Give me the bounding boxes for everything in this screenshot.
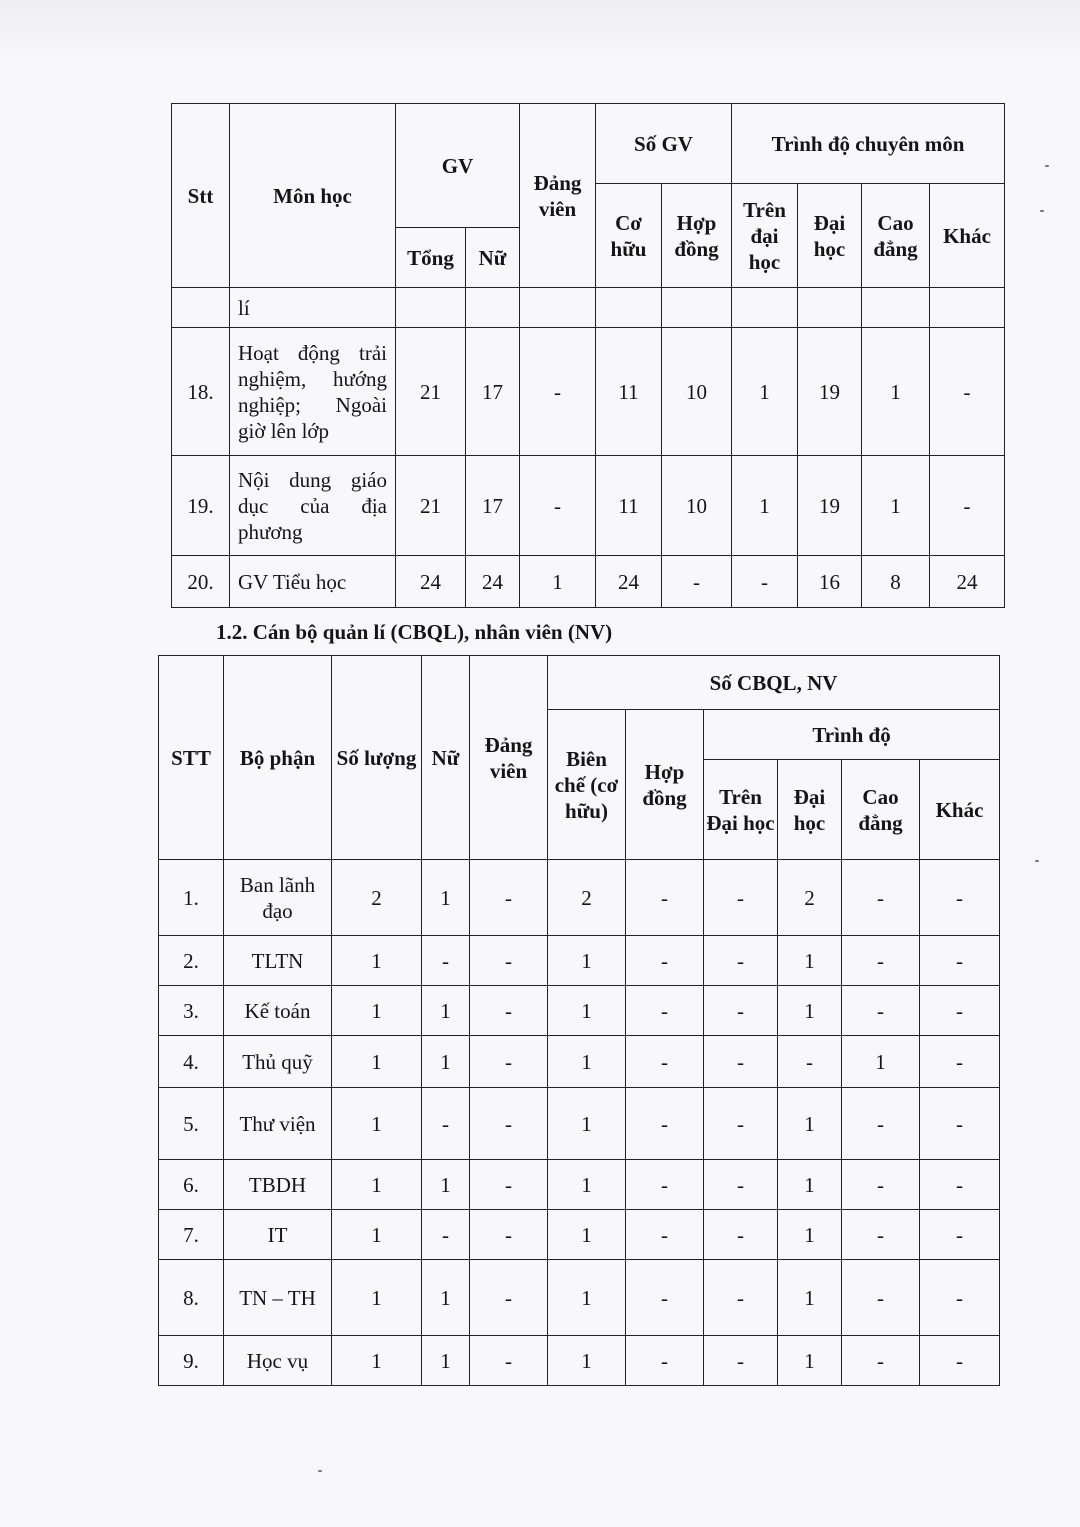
permanent-cell: 1 <box>548 1088 626 1160</box>
header-party-member: Đảng viên <box>470 656 548 860</box>
department-cell: TBDH <box>224 1160 332 1210</box>
above-university-cell: - <box>704 936 778 986</box>
above-university-cell: - <box>732 556 798 608</box>
college-cell: 8 <box>862 556 930 608</box>
total-cell: 21 <box>396 456 466 556</box>
contract-cell: - <box>626 936 704 986</box>
above-university-cell: - <box>704 1260 778 1336</box>
college-cell: 1 <box>862 456 930 556</box>
table-row <box>159 1210 1000 1260</box>
department-cell: Kế toán <box>224 986 332 1036</box>
female-cell: 17 <box>466 328 520 456</box>
continued-subject-cell: lí <box>230 288 396 328</box>
header-other: Khác <box>920 760 1000 860</box>
scan-speck <box>1040 210 1044 212</box>
above-university-cell: - <box>704 1088 778 1160</box>
permanent-cell: 1 <box>548 986 626 1036</box>
permanent-cell: 1 <box>548 1210 626 1260</box>
table-row <box>159 1088 1000 1160</box>
female-cell: 17 <box>466 456 520 556</box>
department-cell: IT <box>224 1210 332 1260</box>
table-cell <box>172 288 230 328</box>
row-number: 2. <box>159 936 224 986</box>
header-college: Cao đẳng <box>862 184 930 288</box>
header-party-member: Đảng viên <box>520 104 596 288</box>
above-university-cell: - <box>704 1036 778 1088</box>
above-university-cell: - <box>704 1210 778 1260</box>
other-cell: - <box>920 1336 1000 1386</box>
row-number: 7. <box>159 1210 224 1260</box>
table-row <box>172 456 1005 556</box>
other-cell: - <box>920 1210 1000 1260</box>
quantity-cell: 1 <box>332 1336 422 1386</box>
row-number: 4. <box>159 1036 224 1088</box>
above-university-cell: - <box>704 1160 778 1210</box>
quantity-cell: 1 <box>332 1210 422 1260</box>
contract-cell: 10 <box>662 328 732 456</box>
college-cell: - <box>842 986 920 1036</box>
table-cell <box>466 288 520 328</box>
party-cell: - <box>470 1088 548 1160</box>
above-university-cell: - <box>704 986 778 1036</box>
table-row <box>159 1336 1000 1386</box>
department-cell: Thư viện <box>224 1088 332 1160</box>
female-cell: 1 <box>422 986 470 1036</box>
header-other: Khác <box>930 184 1005 288</box>
contract-cell: - <box>626 1336 704 1386</box>
department-cell: TN – TH <box>224 1260 332 1336</box>
party-cell: - <box>470 986 548 1036</box>
table-row <box>159 986 1000 1036</box>
college-cell: - <box>842 860 920 936</box>
header-above-university: Trên đại học <box>732 184 798 288</box>
table-cell <box>396 288 466 328</box>
header-female: Nữ <box>466 228 520 288</box>
party-cell: - <box>520 456 596 556</box>
header-permanent: Biên chế (cơ hữu) <box>548 710 626 860</box>
party-cell: - <box>470 936 548 986</box>
department-cell: TLTN <box>224 936 332 986</box>
contract-cell: - <box>626 1210 704 1260</box>
female-cell: 1 <box>422 1336 470 1386</box>
female-cell: - <box>422 936 470 986</box>
department-cell: Học vụ <box>224 1336 332 1386</box>
header-stt: STT <box>159 656 224 860</box>
university-cell: 1 <box>778 1160 842 1210</box>
above-university-cell: - <box>704 860 778 936</box>
header-college: Cao đẳng <box>842 760 920 860</box>
total-cell: 24 <box>396 556 466 608</box>
row-number: 3. <box>159 986 224 1036</box>
contract-cell: - <box>662 556 732 608</box>
above-university-cell: - <box>704 1336 778 1386</box>
header-department: Bộ phận <box>224 656 332 860</box>
university-cell: 16 <box>798 556 862 608</box>
other-cell: - <box>920 1160 1000 1210</box>
header-female: Nữ <box>422 656 470 860</box>
subject-cell: Nội dung giáo dục của địa phương <box>230 456 396 556</box>
contract-cell: 10 <box>662 456 732 556</box>
table-row <box>172 328 1005 456</box>
female-cell: 1 <box>422 860 470 936</box>
department-cell: Ban lãnh đạo <box>224 860 332 936</box>
party-cell: - <box>520 328 596 456</box>
female-cell: - <box>422 1088 470 1160</box>
other-cell: - <box>920 1036 1000 1088</box>
header-qualification: Trình độ chuyên môn <box>732 104 1005 184</box>
contract-cell: - <box>626 1036 704 1088</box>
permanent-cell: 1 <box>548 1160 626 1210</box>
table-row <box>159 1160 1000 1210</box>
teacher-table <box>171 103 1005 608</box>
contract-cell: - <box>626 1160 704 1210</box>
quantity-cell: 1 <box>332 986 422 1036</box>
table-row <box>159 860 1000 936</box>
table-row <box>159 936 1000 986</box>
party-cell: - <box>470 1336 548 1386</box>
header-university: Đại học <box>798 184 862 288</box>
permanent-cell: 1 <box>548 1336 626 1386</box>
other-cell: - <box>920 860 1000 936</box>
table-row <box>159 1260 1000 1336</box>
university-cell: 1 <box>778 936 842 986</box>
quantity-cell: 1 <box>332 1260 422 1336</box>
row-number: 9. <box>159 1336 224 1386</box>
college-cell: - <box>842 1210 920 1260</box>
row-number: 6. <box>159 1160 224 1210</box>
quantity-cell: 2 <box>332 860 422 936</box>
permanent-cell: 1 <box>548 936 626 986</box>
header-contract: Hợp đồng <box>626 710 704 860</box>
college-cell: 1 <box>862 328 930 456</box>
university-cell: 19 <box>798 328 862 456</box>
header-gv: GV <box>396 104 520 228</box>
college-cell: - <box>842 1088 920 1160</box>
female-cell: 1 <box>422 1036 470 1088</box>
department-cell: Thủ quỹ <box>224 1036 332 1088</box>
row-number: 1. <box>159 860 224 936</box>
total-cell: 21 <box>396 328 466 456</box>
table-row <box>172 288 1005 328</box>
table-cell <box>798 288 862 328</box>
header-so-cbql: Số CBQL, NV <box>548 656 1000 710</box>
above-university-cell: 1 <box>732 328 798 456</box>
row-number: 20. <box>172 556 230 608</box>
permanent-cell: 11 <box>596 328 662 456</box>
header-subject: Môn học <box>230 104 396 288</box>
header-contract: Hợp đồng <box>662 184 732 288</box>
header-above-university: Trên Đại học <box>704 760 778 860</box>
party-cell: - <box>470 1160 548 1210</box>
contract-cell: - <box>626 1088 704 1160</box>
row-number: 5. <box>159 1088 224 1160</box>
other-cell: - <box>920 936 1000 986</box>
other-cell: - <box>920 1088 1000 1160</box>
female-cell: 1 <box>422 1160 470 1210</box>
party-cell: - <box>470 1260 548 1336</box>
university-cell: 1 <box>778 1260 842 1336</box>
above-university-cell: 1 <box>732 456 798 556</box>
header-stt: Stt <box>172 104 230 288</box>
section-title: 1.2. Cán bộ quản lí (CBQL), nhân viên (NV) <box>216 620 613 644</box>
header-total: Tổng <box>396 228 466 288</box>
other-cell: - <box>930 328 1005 456</box>
contract-cell: - <box>626 860 704 936</box>
header-so-gv: Số GV <box>596 104 732 184</box>
row-number: 19. <box>172 456 230 556</box>
subject-cell: GV Tiểu học <box>230 556 396 608</box>
header-permanent: Cơ hữu <box>596 184 662 288</box>
table-cell <box>930 288 1005 328</box>
staff-table <box>158 655 1000 1386</box>
header-quantity: Số lượng <box>332 656 422 860</box>
permanent-cell: 11 <box>596 456 662 556</box>
table-row <box>159 1036 1000 1088</box>
other-cell: - <box>920 986 1000 1036</box>
college-cell: - <box>842 936 920 986</box>
university-cell: 1 <box>778 986 842 1036</box>
college-cell: - <box>842 1336 920 1386</box>
permanent-cell: 24 <box>596 556 662 608</box>
scan-speck <box>1045 165 1049 167</box>
scan-speck <box>318 1470 322 1472</box>
other-cell: - <box>920 1260 1000 1336</box>
university-cell: 1 <box>778 1210 842 1260</box>
other-cell: - <box>930 456 1005 556</box>
college-cell: 1 <box>842 1036 920 1088</box>
permanent-cell: 2 <box>548 860 626 936</box>
college-cell: - <box>842 1160 920 1210</box>
university-cell: 19 <box>798 456 862 556</box>
party-cell: - <box>470 860 548 936</box>
table-row <box>172 556 1005 608</box>
female-cell: 24 <box>466 556 520 608</box>
row-number: 18. <box>172 328 230 456</box>
table-cell <box>862 288 930 328</box>
subject-cell: Hoạt động trải nghiệm, hướng nghiệp; Ngoài giờ lên lớp <box>230 328 396 456</box>
contract-cell: - <box>626 1260 704 1336</box>
other-cell: 24 <box>930 556 1005 608</box>
university-cell: 1 <box>778 1336 842 1386</box>
female-cell: - <box>422 1210 470 1260</box>
table-cell <box>596 288 662 328</box>
university-cell: - <box>778 1036 842 1088</box>
header-level: Trình độ <box>704 710 1000 760</box>
college-cell: - <box>842 1260 920 1336</box>
quantity-cell: 1 <box>332 936 422 986</box>
university-cell: 2 <box>778 860 842 936</box>
quantity-cell: 1 <box>332 1160 422 1210</box>
table-cell <box>732 288 798 328</box>
scan-speck <box>1035 860 1039 862</box>
header-university: Đại học <box>778 760 842 860</box>
row-number: 8. <box>159 1260 224 1336</box>
table-cell <box>662 288 732 328</box>
contract-cell: - <box>626 986 704 1036</box>
quantity-cell: 1 <box>332 1036 422 1088</box>
permanent-cell: 1 <box>548 1260 626 1336</box>
quantity-cell: 1 <box>332 1088 422 1160</box>
party-cell: - <box>470 1210 548 1260</box>
female-cell: 1 <box>422 1260 470 1336</box>
party-cell: - <box>470 1036 548 1088</box>
permanent-cell: 1 <box>548 1036 626 1088</box>
table-cell <box>520 288 596 328</box>
university-cell: 1 <box>778 1088 842 1160</box>
party-cell: 1 <box>520 556 596 608</box>
